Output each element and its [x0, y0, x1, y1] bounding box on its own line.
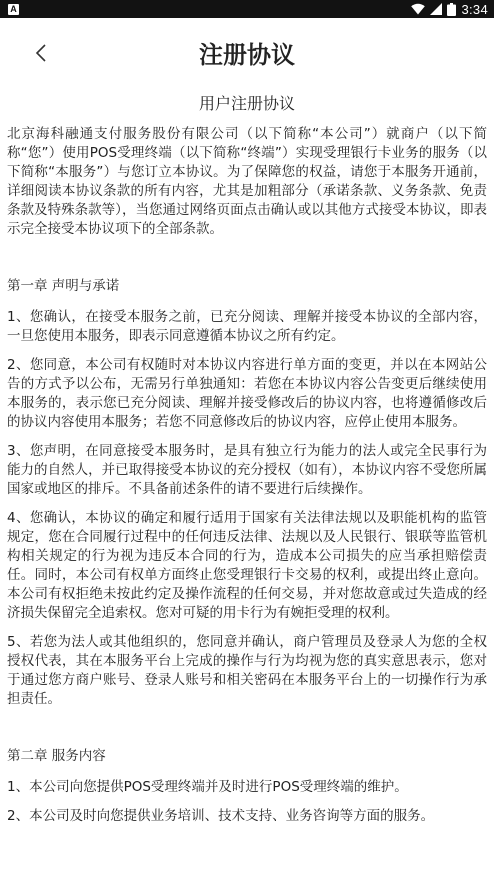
chapter-2-item: 1、本公司向您提供POS受理终端并及时进行POS受理终端的维护。	[7, 779, 408, 795]
status-left	[8, 4, 19, 15]
agreement-content[interactable]	[0, 93, 494, 826]
battery-icon	[447, 3, 456, 16]
chapter-2-heading: 第二章 服务内容	[7, 748, 106, 764]
chapter-1-item: 3、您声明，在同意接受本服务时，是具有独立行为能力的法人或完全民事行为能力的自然人，并已取得接受本协议的充分授权（如有），本协议内容不受您所属国家或地区的排斥。不具备前述条件的请不要进行后续操作。	[7, 443, 487, 497]
nav-bar	[0, 18, 494, 88]
chapter-1-item: 5、若您为法人或其他组织的，您同意并确认，商户管理员及登录人为您的全权授权代表，其在本服务平台上完成的操作与行为均视为您的真实意思表示，您对于通过您方商户账号、登录人账号和相关密码在本服务平台上的一切操作行为承担责任。	[7, 634, 487, 707]
chapter-2-item: 2、本公司及时向您提供业务培训、技术支持、业务咨询等方面的服务。	[7, 808, 435, 824]
chapter-1-item: 4、您确认，本协议的确定和履行适用于国家有关法律法规以及职能机构的监管规定，您在合同履行过程中的任何违反法律、法规以及人民银行、银联等监管机构相关规定的行为视为违反本合同的行为，造成本公司损失的应当承担赔偿责任。同时，本公司有权单方面终止您受理银行卡交易的权利，或提出终止意向。本公司有权拒绝未按此约定及操作流程的任何交易，并对您故意或过失造成的经济损失保留完全追索权。您对可疑的用卡行为有婉拒受理的权利。	[7, 510, 487, 621]
chapter-1-item: 1、您确认，在接受本服务之前，已充分阅读、理解并接受本协议的全部内容，一旦您使用本服务，即表示同意遵循本协议之所有约定。	[7, 309, 487, 344]
status-right	[411, 2, 488, 17]
status-time: 3:34	[461, 1, 488, 17]
status-bar	[0, 0, 494, 18]
page-title: 注册协议	[199, 41, 295, 69]
chapter-1-heading: 第一章 声明与承诺	[7, 278, 120, 294]
intro-paragraph: 北京海科融通支付服务股份有限公司（以下简称“本公司”）就商户（以下简称“您”）使用POS受理终端（以下简称“终端”）实现受理银行卡业务的服务（以下简称“本服务”）与您订立本协议。为了保障您的权益，请您于本服务开通前，详细阅读本协议条款的所有内容，尤其是加粗部分（承诺条款、义务条款、免责条款及特殊条款等），当您通过网络页面点击确认或以其他方式接受本协议，即表示完全接受本协议项下的全部条款。	[7, 126, 487, 237]
wifi-icon	[411, 3, 425, 15]
chapter-1-item: 2、您同意，本公司有权随时对本协议内容进行单方面的变更，并以在本网站公告的方式予以公布，无需另行单独通知：若您在本协议内容公告变更后继续使用本服务的，表示您已充分阅读、理解并接受修改后的协议内容，也将遵循修改后的协议内容使用本服务；若您不同意修改后的协议内容，应停止使用本服务。	[7, 357, 487, 430]
notification-icon: A	[8, 4, 19, 15]
signal-icon	[430, 3, 442, 15]
document-title: 用户注册协议	[198, 94, 295, 113]
